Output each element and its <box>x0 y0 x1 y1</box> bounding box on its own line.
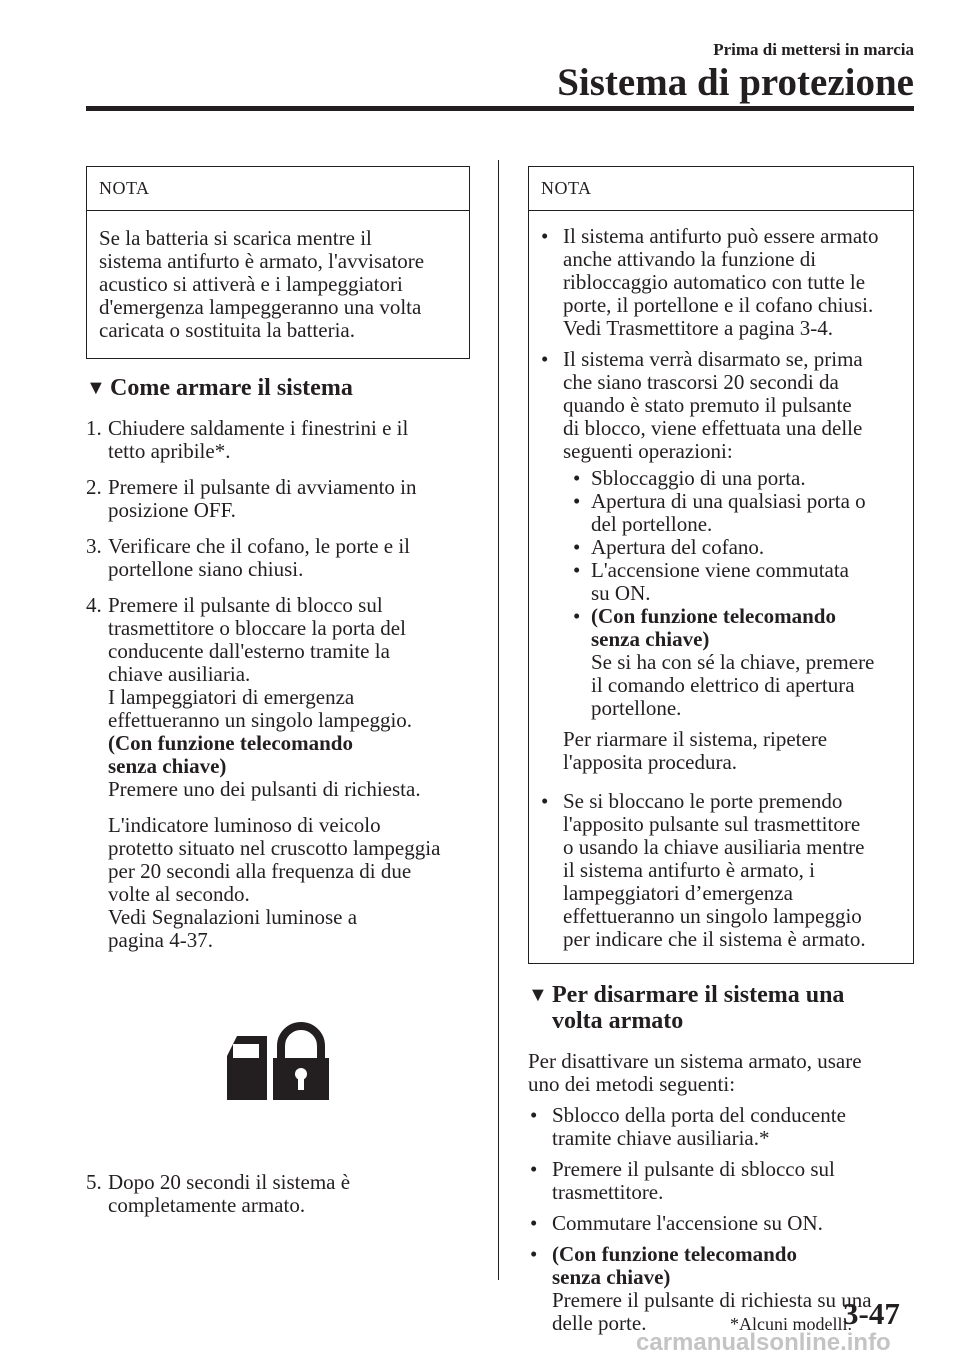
list-item <box>528 1158 914 1204</box>
sub-line: Apertura del cofano. <box>591 535 765 559</box>
note-line: d'emergenza lampeggeranno una volta <box>99 295 422 319</box>
para-line: l'apposita procedura. <box>563 750 738 774</box>
para-line: Vedi Segnalazioni luminose a <box>108 905 358 929</box>
bullet-icon: • <box>541 347 549 371</box>
bullet-line: Commutare l'accensione su ON. <box>552 1211 823 1235</box>
keyless-label: (Con funzione telecomando <box>108 731 353 755</box>
disarm-intro <box>528 1050 914 1096</box>
step-line: Dopo 20 secondi il sistema è <box>108 1170 351 1194</box>
bullet-line: lampeggiatori d’emergenza <box>563 881 793 905</box>
bullet-line: porte, il portellone e il cofano chiusi. <box>563 293 874 317</box>
bullet-line: Sblocco della porta del conducente <box>552 1103 846 1127</box>
bullet-line: anche attivando la funzione di <box>563 247 817 271</box>
bullet-line: Vedi Trasmettitore a pagina 3-4. <box>563 316 834 340</box>
para-line: Per riarmare il sistema, ripetere <box>563 727 828 751</box>
step-number: 4. <box>86 593 102 617</box>
sub-line: portellone. <box>591 696 682 720</box>
step-number: 2. <box>86 475 102 499</box>
bullet-icon: • <box>541 789 549 813</box>
step-item <box>86 476 470 522</box>
rearm-paragraph <box>563 728 903 774</box>
note-line: caricata o sostituita la batteria. <box>99 318 355 342</box>
bullet-icon: • <box>530 1242 538 1266</box>
para-line: volte al secondo. <box>108 882 250 906</box>
bullet-icon: • <box>530 1157 538 1181</box>
bullet-icon: • <box>530 1211 538 1235</box>
triangle-down-icon: ▼ <box>86 377 106 399</box>
bullet-line: Il sistema antifurto può essere armato <box>563 224 879 248</box>
sub-line: il comando elettrico di apertura <box>591 673 855 697</box>
note-line: acustico si attiverà e i lampeggiatori <box>99 272 403 296</box>
note-box-battery <box>86 166 470 359</box>
bullet-line: l'apposito pulsante sul trasmettitore <box>563 812 861 836</box>
para-line: per 20 secondi alla frequenza di due <box>108 859 412 883</box>
bullet-line: Il sistema verrà disarmato se, prima <box>563 347 863 371</box>
step-line: tetto apribile*. <box>108 439 231 463</box>
step-item <box>86 1171 470 1217</box>
sub-bullet <box>573 559 903 605</box>
list-item <box>528 1104 914 1150</box>
sub-bullet <box>573 467 903 490</box>
para-line: L'indicatore luminoso di veicolo <box>108 813 381 837</box>
security-lock-icon <box>223 1022 333 1102</box>
right-column <box>528 166 914 1343</box>
bullet-line: Premere il pulsante di richiesta su una <box>552 1288 872 1312</box>
sub-line: Se si ha con sé la chiave, premere <box>591 650 875 674</box>
sub-bullet <box>573 536 903 559</box>
step-number: 1. <box>86 416 102 440</box>
note-bullet <box>539 225 903 340</box>
step-line: completamente armato. <box>108 1193 306 1217</box>
step-number: 5. <box>86 1170 102 1194</box>
bullet-icon: • <box>573 535 581 559</box>
header-rule <box>86 106 914 111</box>
bullet-line: Premere il pulsante di sblocco sul <box>552 1157 835 1181</box>
bullet-line: di blocco, viene effettuata una delle <box>563 416 863 440</box>
keyless-label: senza chiave) <box>591 627 710 651</box>
left-column <box>86 166 470 1230</box>
bullet-line: il sistema antifurto è armato, i <box>563 858 815 882</box>
note-body <box>87 211 469 358</box>
step-item <box>86 417 470 463</box>
note-heading: NOTA <box>87 167 469 211</box>
note-line: sistema antifurto è armato, l'avvisatore <box>99 249 425 273</box>
intro-line: Per disattivare un sistema armato, usare <box>528 1049 862 1073</box>
bullet-line: che siano trascorsi 20 secondi da <box>563 370 839 394</box>
step-line: Premere uno dei pulsanti di richiesta. <box>108 777 421 801</box>
step-line: Premere il pulsante di blocco sul <box>108 593 383 617</box>
section-heading-text: Per disarmare il sistema una <box>552 982 845 1008</box>
bullet-line: per indicare che il sistema è armato. <box>563 927 866 951</box>
sub-bullet-list <box>573 467 903 720</box>
note-bullet <box>539 790 903 951</box>
step-item <box>86 594 470 952</box>
intro-line: uno dei metodi seguenti: <box>528 1072 736 1096</box>
note-line: Se la batteria si scarica mentre il <box>99 226 372 250</box>
keyless-label: senza chiave) <box>108 754 227 778</box>
bullet-line: o usando la chiave ausiliaria mentre <box>563 835 865 859</box>
step-line: portellone siano chiusi. <box>108 557 304 581</box>
step-line: I lampeggiatori di emergenza <box>108 685 355 709</box>
bullet-icon: • <box>541 224 549 248</box>
bullet-line: Se si bloccano le porte premendo <box>563 789 843 813</box>
step-number: 3. <box>86 534 102 558</box>
step-item <box>86 535 470 581</box>
sub-line: Sbloccaggio di una porta. <box>591 466 806 490</box>
section-heading-arm <box>86 375 470 401</box>
sub-bullet <box>573 605 903 720</box>
bullet-line: quando è stato premuto il pulsante <box>563 393 852 417</box>
bullet-line: effettueranno un singolo lampeggio <box>563 904 862 928</box>
note-box-antitheft <box>528 166 914 964</box>
keyless-label: (Con funzione telecomando <box>552 1242 797 1266</box>
watermark: carmanualsonline.info <box>636 1329 891 1356</box>
keyless-label: senza chiave) <box>552 1265 671 1289</box>
bullet-line: seguenti operazioni: <box>563 439 733 463</box>
sub-line: L'accensione viene commutata <box>591 558 849 582</box>
column-divider <box>498 160 499 1280</box>
section-heading-text: volta armato <box>552 1008 684 1034</box>
security-indicator-figure <box>86 1022 470 1107</box>
step-line: conducente dall'esterno tramite la <box>108 639 390 663</box>
step-line: posizione OFF. <box>108 498 236 522</box>
section-heading-disarm <box>528 982 914 1034</box>
bullet-line: ribloccaggio automatico con tutte le <box>563 270 866 294</box>
bullet-line: tramite chiave ausiliaria.* <box>552 1126 770 1150</box>
list-item <box>528 1212 914 1235</box>
bullet-icon: • <box>530 1103 538 1127</box>
step-line: Verificare che il cofano, le porte e il <box>108 534 411 558</box>
keyless-label: (Con funzione telecomando <box>591 604 836 628</box>
para-line: pagina 4-37. <box>108 928 213 952</box>
step-line: trasmettitore o bloccare la porta del <box>108 616 406 640</box>
bullet-icon: • <box>573 558 581 582</box>
note-heading: NOTA <box>529 167 913 211</box>
bullet-line: delle porte. <box>552 1311 647 1335</box>
bullet-line: trasmettitore. <box>552 1180 664 1204</box>
bullet-icon: • <box>573 489 581 513</box>
section-heading-text: Come armare il sistema <box>110 375 353 401</box>
bullet-icon: • <box>573 466 581 490</box>
bullet-icon: • <box>573 604 581 628</box>
sub-line: Apertura di una qualsiasi porta o <box>591 489 866 513</box>
sub-line: su ON. <box>591 581 651 605</box>
triangle-down-icon: ▼ <box>528 984 548 1006</box>
step-line: Premere il pulsante di avviamento in <box>108 475 417 499</box>
indicator-paragraph <box>108 814 470 952</box>
page-title: Sistema di protezione <box>557 61 914 104</box>
step-line: chiave ausiliaria. <box>108 662 251 686</box>
step-line: effettueranno un singolo lampeggio. <box>108 708 413 732</box>
note-body <box>529 211 913 963</box>
header-subtitle: Prima di mettersi in marcia <box>713 40 914 59</box>
page-number: 3-47 <box>843 1296 900 1331</box>
sub-line: del portellone. <box>591 512 713 536</box>
para-line: protetto situato nel cruscotto lampeggia <box>108 836 441 860</box>
footnote: *Alcuni modelli. <box>730 1314 852 1334</box>
sub-bullet <box>573 490 903 536</box>
arm-steps-list <box>86 417 470 952</box>
step-line: Chiudere saldamente i finestrini e il <box>108 416 409 440</box>
note-bullet <box>539 348 903 782</box>
